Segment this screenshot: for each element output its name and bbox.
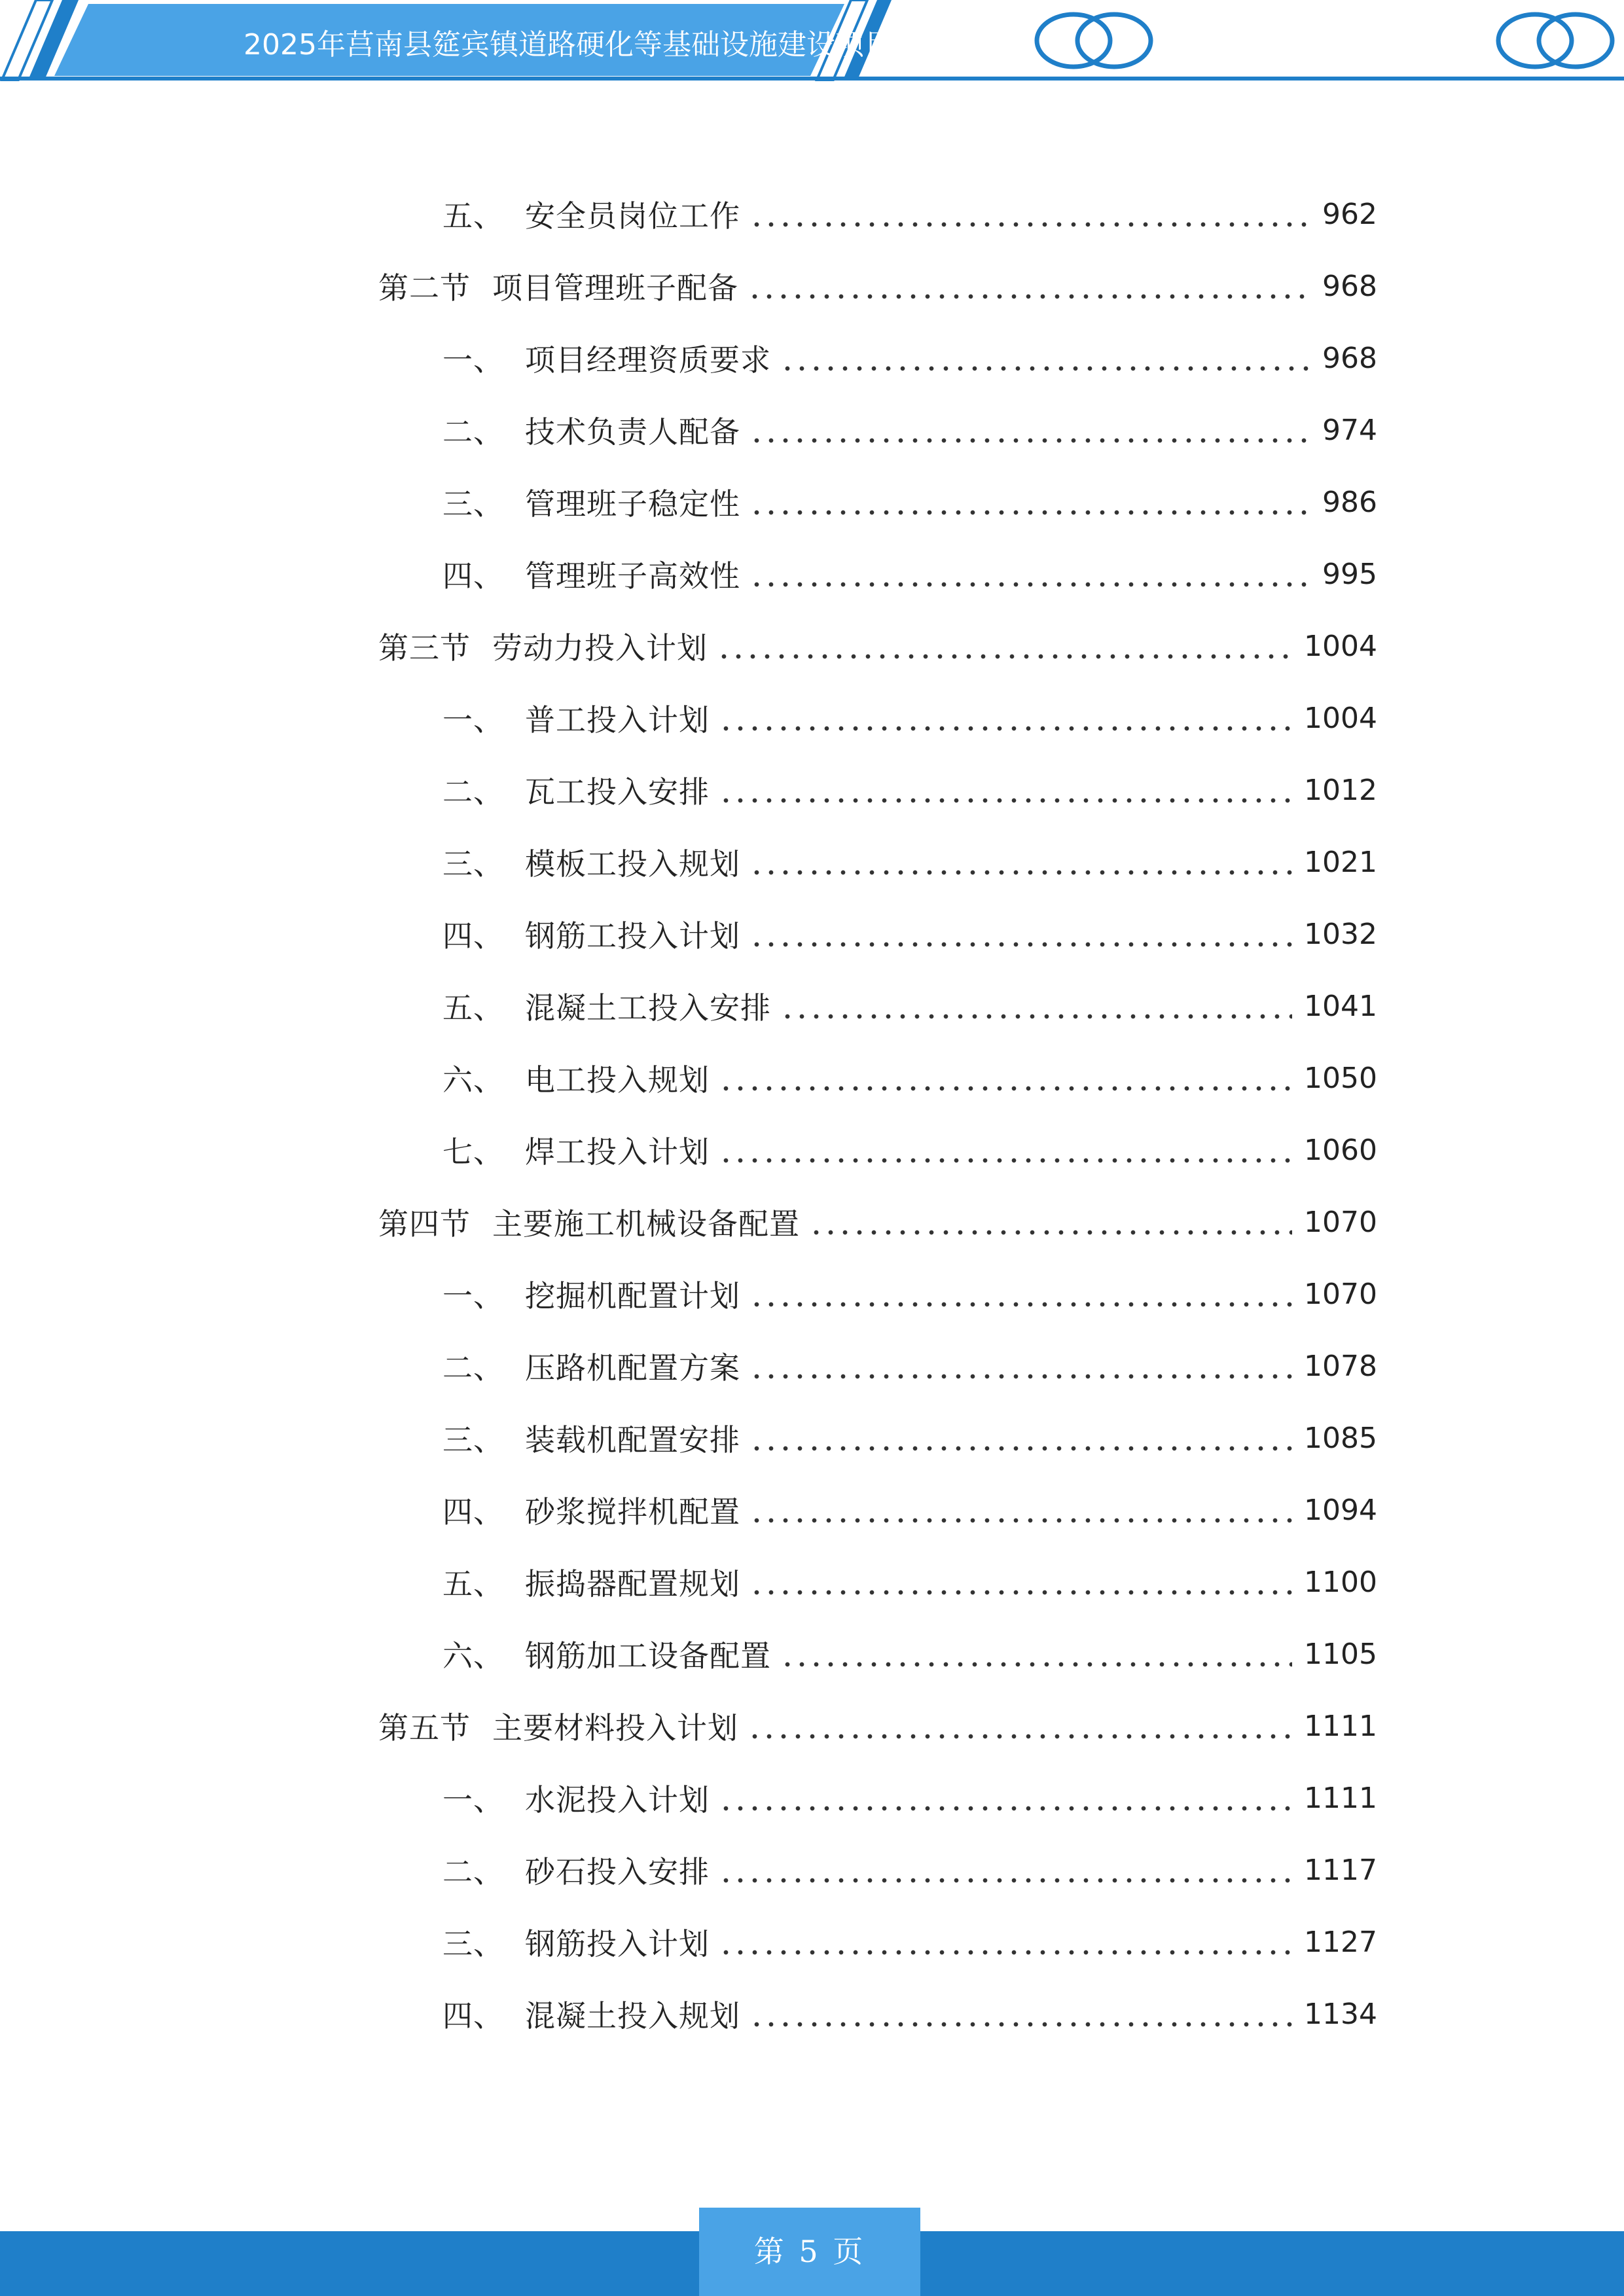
toc-subsection-entry[interactable] [442,692,1377,744]
toc-entry-number: 五、 [442,198,504,234]
toc-entry-title: 水泥投入计划 [525,1782,710,1818]
toc-dot-leader [749,1495,1292,1525]
toc-dot-leader [749,559,1310,589]
toc-entry-title: 振捣器配置规划 [525,1566,740,1602]
toc-dot-leader [719,1135,1292,1165]
toc-dot-leader [749,199,1310,229]
toc-dot-leader [749,415,1310,445]
toc-entry-title: 项目管理班子配备 [492,270,738,306]
toc-entry-title: 砂石投入安排 [525,1854,710,1890]
double-ring-logo-icon [1037,14,1151,67]
toc-subsection-entry[interactable] [442,332,1377,384]
toc-entry-number: 三、 [442,1926,504,1962]
page-header [0,0,1624,85]
toc-dot-leader [749,1279,1292,1309]
toc-entry-number: 四、 [442,1494,504,1530]
toc-section-entry[interactable] [378,1700,1377,1752]
toc-entry-number: 六、 [442,1062,504,1098]
toc-dot-leader [749,847,1292,877]
toc-entry-page: 1111 [1304,1781,1377,1815]
toc-entry-page: 974 [1322,413,1377,447]
toc-subsection-entry[interactable] [442,908,1377,960]
toc-entry-page: 1012 [1304,773,1377,807]
toc-entry-title: 模板工投入规划 [525,846,740,882]
toc-entry-title: 管理班子稳定性 [525,486,740,522]
toc-entry-title: 管理班子高效性 [525,558,740,594]
toc-entry-number: 五、 [442,990,504,1026]
toc-entry-page: 968 [1322,341,1377,375]
toc-entry-page: 1041 [1304,989,1377,1023]
toc-entry-title: 钢筋投入计划 [525,1926,710,1962]
toc-dot-leader [749,1351,1292,1381]
toc-dot-leader [719,1927,1292,1957]
toc-dot-leader [749,1567,1292,1597]
toc-subsection-entry[interactable] [442,404,1377,456]
toc-entry-number: 一、 [442,1782,504,1818]
toc-dot-leader [719,1855,1292,1885]
toc-subsection-entry[interactable] [442,476,1377,528]
toc-section-entry[interactable] [378,620,1377,672]
toc-subsection-entry[interactable] [442,1412,1377,1464]
toc-dot-leader [749,1999,1292,2029]
toc-dot-leader [719,775,1292,805]
toc-subsection-entry[interactable] [442,1988,1377,2040]
toc-entry-page: 1032 [1304,917,1377,951]
toc-entry-number: 二、 [442,414,504,450]
toc-dot-leader [780,1639,1292,1669]
toc-dot-leader [809,1207,1292,1237]
toc-subsection-entry[interactable] [442,1124,1377,1176]
toc-entry-title: 砂浆搅拌机配置 [525,1494,740,1530]
toc-entry-page: 1085 [1304,1421,1377,1455]
toc-entry-number: 一、 [442,1278,504,1314]
toc-entry-title: 主要施工机械设备配置 [492,1206,800,1242]
toc-subsection-entry[interactable] [442,1844,1377,1896]
toc-entry-number: 三、 [442,1422,504,1458]
toc-entry-title: 瓦工投入安排 [525,774,710,810]
toc-entry-page: 1100 [1304,1565,1377,1599]
toc-entry-number: 四、 [442,918,504,954]
toc-entry-number: 一、 [442,702,504,738]
toc-subsection-entry[interactable] [442,764,1377,816]
toc-subsection-entry[interactable] [442,1628,1377,1680]
toc-dot-leader [717,631,1292,661]
toc-subsection-entry[interactable] [442,188,1377,240]
toc-entry-page: 1004 [1304,701,1377,735]
toc-entry-page: 1094 [1304,1493,1377,1527]
toc-entry-page: 1078 [1304,1349,1377,1383]
toc-dot-leader [748,271,1310,301]
toc-entry-page: 962 [1322,197,1377,231]
toc-entry-page: 1050 [1304,1061,1377,1095]
toc-dot-leader [719,1063,1292,1093]
toc-subsection-entry[interactable] [442,836,1377,888]
toc-subsection-entry[interactable] [442,548,1377,600]
toc-entry-number: 二、 [442,774,504,810]
toc-dot-leader [719,1783,1292,1813]
toc-entry-title: 主要材料投入计划 [492,1710,738,1746]
toc-subsection-entry[interactable] [442,980,1377,1032]
toc-entry-page: 986 [1322,485,1377,519]
toc-entry-page: 1117 [1304,1853,1377,1887]
toc-entry-number: 第五节 [378,1710,471,1746]
toc-entry-title: 技术负责人配备 [525,414,740,450]
toc-entry-number: 二、 [442,1350,504,1386]
toc-entry-title: 安全员岗位工作 [525,198,740,234]
toc-entry-page: 968 [1322,269,1377,303]
toc-entry-page: 1070 [1304,1205,1377,1239]
toc-section-entry[interactable] [378,1196,1377,1248]
toc-entry-number: 二、 [442,1854,504,1890]
toc-entry-number: 三、 [442,846,504,882]
toc-dot-leader [749,487,1310,517]
toc-dot-leader [719,703,1292,733]
toc-entry-number: 第二节 [378,270,471,306]
toc-subsection-entry[interactable] [442,1340,1377,1392]
toc-entry-page: 1060 [1304,1133,1377,1167]
toc-dot-leader [780,343,1310,373]
toc-entry-page: 1134 [1304,1997,1377,2031]
toc-entry-page: 1105 [1304,1637,1377,1671]
toc-entry-number: 五、 [442,1566,504,1602]
toc-entry-title: 混凝土工投入安排 [525,990,771,1026]
toc-entry-title: 装载机配置安排 [525,1422,740,1458]
toc-entry-title: 挖掘机配置计划 [525,1278,740,1314]
toc-entry-title: 劳动力投入计划 [492,630,708,666]
toc-entry-number: 三、 [442,486,504,522]
toc-entry-number: 四、 [442,558,504,594]
toc-entry-title: 普工投入计划 [525,702,710,738]
document-title: 2025年莒南县筵宾镇道路硬化等基础设施建设项目 [244,28,893,62]
toc-entry-page: 1111 [1304,1709,1377,1743]
toc-dot-leader [780,991,1292,1021]
toc-section-entry[interactable] [378,260,1377,312]
toc-entry-page: 995 [1322,557,1377,591]
toc-entry-number: 六、 [442,1638,504,1674]
toc-dot-leader [748,1711,1292,1741]
toc-dot-leader [749,919,1292,949]
toc-entry-number: 七、 [442,1134,504,1170]
toc-entry-title: 电工投入规划 [525,1062,710,1098]
toc-subsection-entry[interactable] [442,1556,1377,1608]
toc-entry-title: 钢筋加工设备配置 [525,1638,771,1674]
toc-subsection-entry[interactable] [442,1268,1377,1320]
toc-entry-page: 1070 [1304,1277,1377,1311]
toc-entry-title: 压路机配置方案 [525,1350,740,1386]
toc-subsection-entry[interactable] [442,1052,1377,1104]
toc-entry-page: 1004 [1304,629,1377,663]
toc-subsection-entry[interactable] [442,1772,1377,1824]
toc-subsection-entry[interactable] [442,1916,1377,1968]
toc-dot-leader [749,1423,1292,1453]
toc-entry-page: 1127 [1304,1925,1377,1959]
double-ring-logo-icon [1498,14,1612,67]
toc-entry-title: 钢筋工投入计划 [525,918,740,954]
toc-entry-page: 1021 [1304,845,1377,879]
toc-entry-number: 一、 [442,342,504,378]
toc-subsection-entry[interactable] [442,1484,1377,1536]
toc-entry-title: 混凝土投入规划 [525,1998,740,2034]
toc-entry-number: 第四节 [378,1206,471,1242]
toc-entry-title: 焊工投入计划 [525,1134,710,1170]
toc-entry-title: 项目经理资质要求 [525,342,771,378]
page-number: 第 5 页 [699,2208,920,2296]
toc-entry-number: 第三节 [378,630,471,666]
toc-entry-number: 四、 [442,1998,504,2034]
